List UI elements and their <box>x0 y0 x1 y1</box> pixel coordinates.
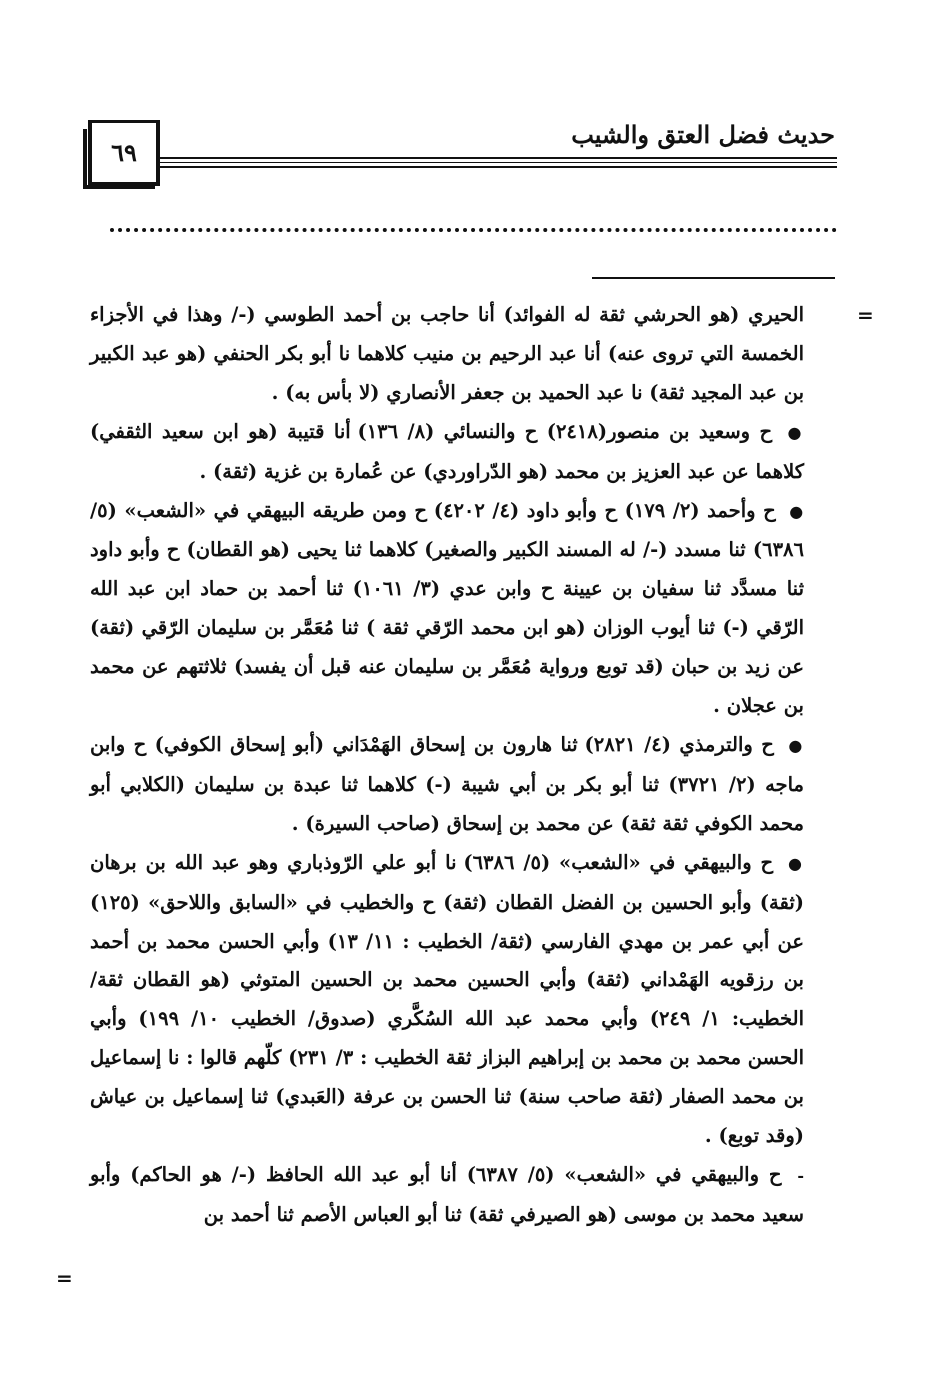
paragraph-text: ح وأحمد (٢/ ١٧٩) ح وأبو داود (٤/ ٤٢٠٢) ح ومن طريقه البيهقي في «الشعب» (٥/ ٦٣٨٦) ثنا مسدد (-/ له المسند الكبير والصغير) كلاهما ثنا يحيى (هو القطان) ح وأبو داود ثنا مسدَّد ثنا سفيان بن عيينة ح وابن عدي (٣/ ١٠٦١) ثنا أحمد بن حماد ابن عبد الله الرّقي (-) ثنا أيوب الوزان (هو ابن محمد الرّقي ثقة ) ثنا مُعَمَّر بن سليمان الرّقي (ثقة) عن زيد بن حبان (قد توبع ورواية مُعَمَّر بن سليمان عنه قبل أن يفسد) ثلاثتهم عن محمد بن عجلان . <box>90 498 804 718</box>
paragraph-text: ح والبيهقي في «الشعب» (٥/ ٦٣٨٧) أنا أبو عبد الله الحافظ (-/ هو الحاكم) وأبو سعيد محمد بن موسى (هو الصيرفي ثقة) ثنا أبو العباس الأصم ثنا أحمد بن <box>90 1162 804 1226</box>
bullet-icon: ● <box>787 422 804 442</box>
bullet-icon: ● <box>787 853 804 873</box>
paragraph <box>90 726 804 844</box>
paragraph-text: ح والترمذي (٤/ ٢٨٢١) ثنا هارون بن إسحاق الهَمْدَاني (أبو إسحاق الكوفي) ح وابن ماجه (٢/ ٣٧٢١) ثنا أبو بكر بن أبي شيبة (-) كلاهما ثنا عبدة بن سليمان (الكلابي أبو محمد الكوفي ثقة ثقة) عن محمد بن إسحاق (صاحب السيرة) . <box>90 732 804 835</box>
bullet-icon: ● <box>788 735 804 755</box>
paragraph-text: ح والبيهقي في «الشعب» (٥/ ٦٣٨٦) نا أبو علي الرّوذباري وهو عبد الله بن برهان (ثقة) وأبو الحسين بن الفضل القطان (ثقة) ح والخطيب في «السابق واللاحق» (١٢٥) عن أبي عمر بن مهدي الفارسي (ثقة/ الخطيب : ١١/ ١٣) وأبي الحسن محمد بن أحمد بن رزقويه الهَمْداني (ثقة) وأبي الحسين محمد بن الحسين المتوثي (هو القطان ثقة/ الخطيب: ١/ ٢٤٩) وأبي محمد عبد الله السُكَّري (صدوق/ الخطيب ١٠/ ١٩٩) وأبي الحسن محمد بن محمد بن إبراهيم البزاز ثقة الخطيب : ٣/ ٢٣١) كلّهم قالوا : نا إسماعيل بن محمد الصفار (ثقة صاحب سنة) ثنا الحسن بن عرفة (العَبدي) ثنا إسماعيل بن عياش (وقد توبع) . <box>90 850 804 1148</box>
margin-mark-bottom: = <box>56 1266 73 1290</box>
header-rule <box>160 157 837 169</box>
dotted-separator <box>110 228 837 232</box>
paragraph-text: ح وسعيد بن منصور(٢٤١٨) ح والنسائي (٨/ ١٣٦) أنا قتيبة (هو ابن سعيد الثقفي) كلاهما عن عبد العزيز بن محمد (هو الدّراوردي) عن عُمارة بن غزية (ثقة) . <box>90 419 804 483</box>
paragraph <box>90 492 804 726</box>
paragraph <box>90 296 804 413</box>
page-number: ٦٩ <box>111 138 137 167</box>
margin-mark-top: = <box>857 303 874 327</box>
bullet-icon: ● <box>789 501 804 521</box>
paragraph <box>90 844 804 1156</box>
footnote-text-block <box>90 296 804 1235</box>
paragraph <box>90 1156 804 1235</box>
page-number-box <box>88 120 160 186</box>
paragraph <box>90 413 804 492</box>
dash-marker: - <box>797 1165 804 1185</box>
paragraph-text: الحيري (هو الحرشي ثقة له الفوائد) أنا حاجب بن أحمد الطوسي (-/ وهذا في الأجزاء الخمسة التي تروى عنه) أنا عبد الرحيم بن منيب كلاهما نا أبو بكر الحنفي (هو عبد الكبير بن عبد المجيد ثقة) نا عبد الحميد بن جعفر الأنصاري (لا بأس به) . <box>90 303 804 404</box>
running-title: حديث فضل العتق والشيب <box>571 120 835 149</box>
footnote-rule <box>592 277 835 279</box>
